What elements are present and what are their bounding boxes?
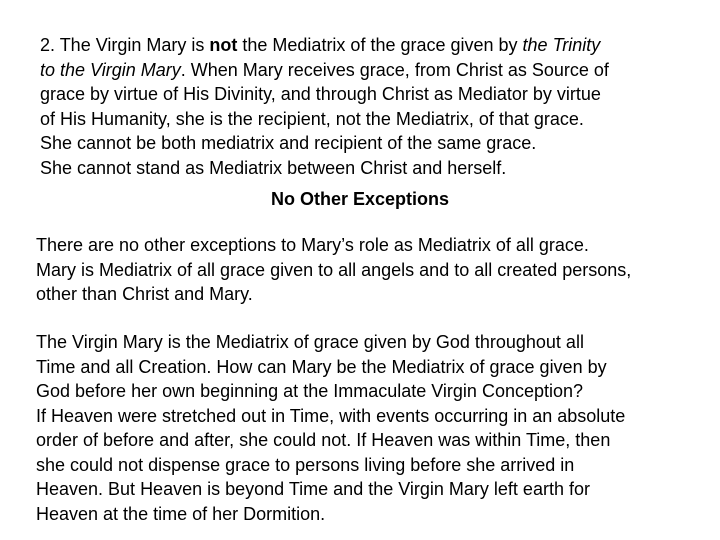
text-line: grace by virtue of His Divinity, and through Christ as Mediator by virtue	[40, 84, 601, 104]
text-line: If Heaven were stretched out in Time, with events occurring in an absolute	[36, 405, 626, 426]
paragraph-time-and-creation	[36, 330, 625, 526]
text-line	[40, 58, 609, 83]
text-line: Mary is Mediatrix of all grace given to all angels and to all created persons,	[36, 259, 632, 280]
paragraph-mediatrix-exception	[40, 33, 609, 180]
emphasis-not: not	[209, 35, 238, 55]
text-line	[40, 33, 609, 58]
text-line: of His Humanity, she is the recipient, not the Mediatrix, of that grace.	[40, 108, 584, 129]
text-line: There are no other exceptions to Mary’s role as Mediatrix of all grace.	[36, 235, 589, 255]
text-line: she could not dispense grace to persons living before she arrived in	[36, 454, 575, 475]
text-line: She cannot be both mediatrix and recipient of the same grace.	[40, 133, 537, 153]
text-span: 2. The Virgin Mary is	[40, 35, 210, 55]
text-line: order of before and after, she could not. If Heaven was within Time, then	[36, 430, 611, 450]
text-line: Heaven at the time of her Dormition.	[36, 503, 326, 524]
text-span: . When Mary receives grace, from Christ as Source of	[180, 59, 609, 80]
text-line: Heaven. But Heaven is beyond Time and the Virgin Mary left earth for	[36, 479, 590, 499]
section-heading: No Other Exceptions	[271, 189, 450, 209]
emphasis-virgin-mary: to the Virgin Mary	[40, 59, 181, 80]
text-line: Time and all Creation. How can Mary be the Mediatrix of grace given by	[36, 356, 607, 377]
text-line: She cannot stand as Mediatrix between Christ and herself.	[40, 157, 507, 178]
paragraph-no-other-exceptions	[36, 233, 631, 307]
emphasis-trinity: the Trinity	[522, 35, 601, 55]
text-line: other than Christ and Mary.	[36, 284, 253, 304]
text-line: God before her own beginning at the Immaculate Virgin Conception?	[36, 381, 584, 401]
text-span: the Mediatrix of the grace given by	[237, 35, 523, 55]
text-line: The Virgin Mary is the Mediatrix of grace given by God throughout all	[36, 332, 584, 352]
